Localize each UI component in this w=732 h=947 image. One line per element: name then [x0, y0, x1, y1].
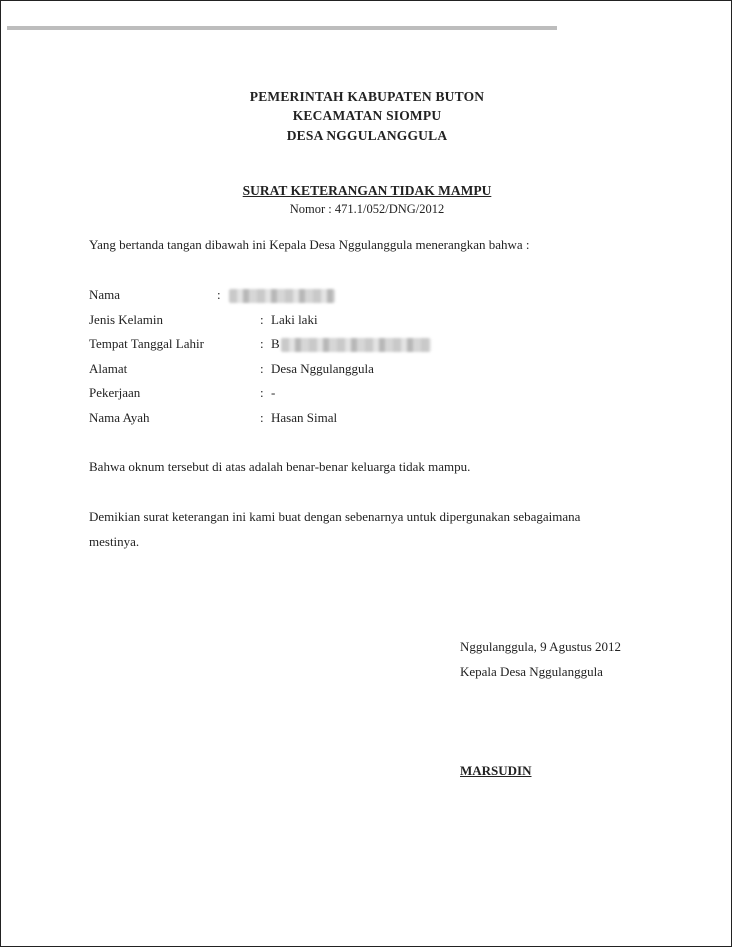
- statement-text: Bahwa oknum tersebut di atas adalah benar-benar keluarga tidak mampu.: [89, 459, 471, 474]
- field-label-father: Nama Ayah: [89, 410, 150, 425]
- field-label-address: Alamat: [89, 361, 128, 376]
- closing-text-line1: Demikian surat keterangan ini kami buat dengan sebenarnya untuk dipergunakan sebagaimana: [89, 509, 581, 524]
- header-district: KECAMATAN SIOMPU: [292, 108, 442, 123]
- field-label-birth: Tempat Tanggal Lahir: [89, 336, 204, 351]
- header-regency: PEMERINTAH KABUPATEN BUTON: [249, 89, 485, 104]
- letter-number: Nomor : 471.1/052/DNG/2012: [289, 202, 445, 216]
- letter-title: SURAT KETERANGAN TIDAK MAMPU: [242, 183, 492, 198]
- field-label-occupation: Pekerjaan: [89, 385, 141, 400]
- field-value-occupation: -: [271, 385, 276, 400]
- place-date: Nggulanggula, 9 Agustus 2012: [460, 639, 622, 654]
- field-value-gender: Laki laki: [271, 312, 318, 327]
- field-colon-address: :: [260, 361, 264, 376]
- field-label-name: Nama: [89, 287, 121, 302]
- field-value-father: Hasan Simal: [271, 410, 338, 425]
- header-village: DESA NGGULANGGULA: [286, 128, 448, 143]
- intro-text: Yang bertanda tangan dibawah ini Kepala Desa Nggulanggula menerangkan bahwa :: [89, 237, 530, 252]
- field-colon-occupation: :: [260, 385, 264, 400]
- field-label-gender: Jenis Kelamin: [89, 312, 164, 327]
- closing-text-line2: mestinya.: [89, 534, 140, 549]
- field-value-address: Desa Nggulanggula: [271, 361, 374, 376]
- top-rule: [7, 26, 557, 30]
- redacted-birth: [281, 338, 431, 352]
- field-colon-father: :: [260, 410, 264, 425]
- field-value-birth: B: [271, 336, 280, 351]
- field-colon-name: :: [217, 287, 221, 302]
- signer-position: Kepala Desa Nggulanggula: [460, 664, 603, 679]
- field-colon-birth: :: [260, 336, 264, 351]
- field-colon-gender: :: [260, 312, 264, 327]
- signer-name: MARSUDIN: [460, 763, 532, 778]
- redacted-name: [229, 289, 335, 303]
